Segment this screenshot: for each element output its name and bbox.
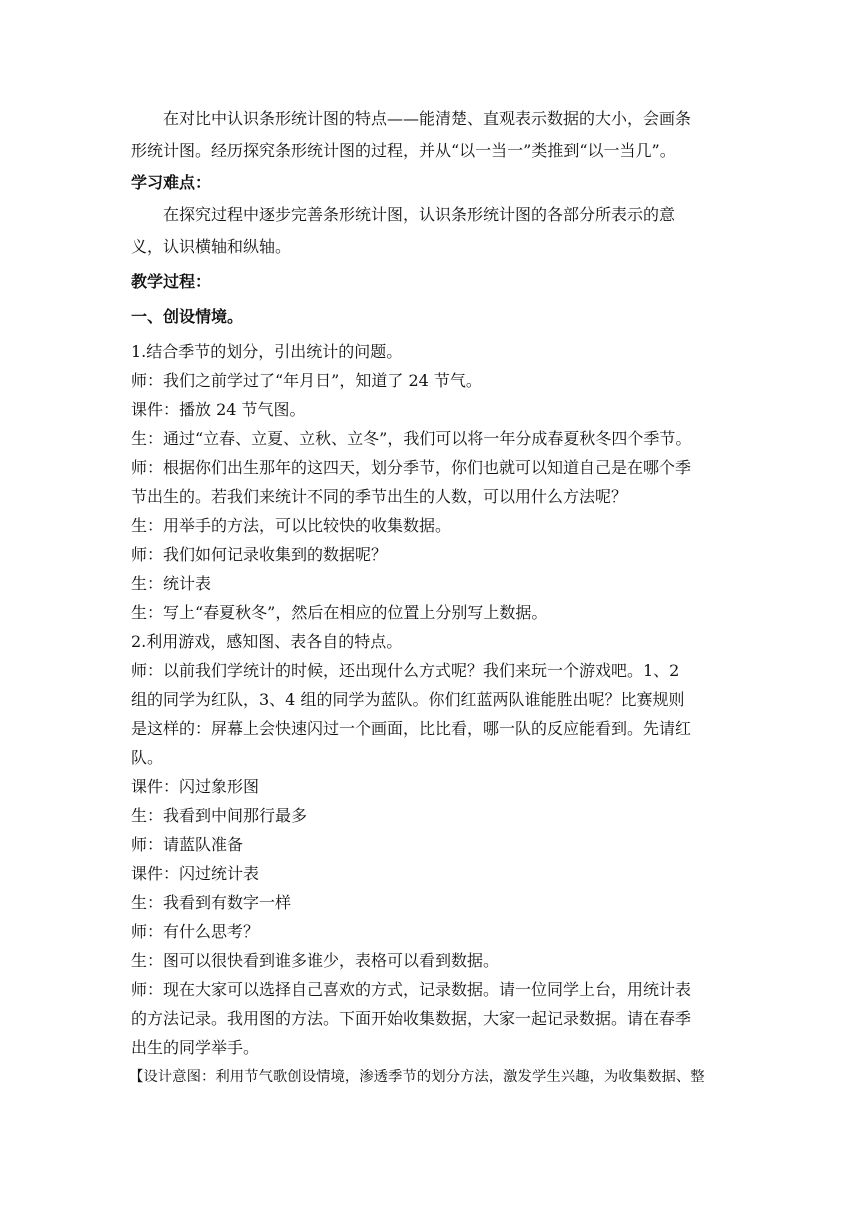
body-line: 节出生的。若我们来统计不同的季节出生的人数，可以用什么方法呢？ <box>131 487 628 506</box>
body-line: 课件：闪过象形图 <box>131 777 260 796</box>
body-line: 生：我看到有数字一样 <box>131 893 292 912</box>
heading-learning-difficulty: 学习难点： <box>131 173 212 192</box>
body-line: 2.利用游戏，感知图、表各自的特点。 <box>131 632 403 651</box>
paragraph-difficulty-line-1: 在探究过程中逐步完善条形统计图，认识条形统计图的各部分所表示的意 <box>163 205 676 224</box>
body-line: 生：写上“春夏秋冬”，然后在相应的位置上分别写上数据。 <box>131 603 548 622</box>
heading-teaching-process: 教学过程： <box>131 272 212 291</box>
body-line: 生：图可以很快看到谁多谁少，表格可以看到数据。 <box>131 951 500 970</box>
body-line: 师：根据你们出生那年的这四天，划分季节，你们也就可以知道自己是在哪个季 <box>131 458 692 477</box>
body-line: 生：通过“立春、立夏、立秋、立冬”，我们可以将一年分成春夏秋冬四个季节。 <box>131 429 692 448</box>
body-line: 师：现在大家可以选择自己喜欢的方式，记录数据。请一位同学上台，用统计表 <box>131 980 692 999</box>
body-line: 1.结合季节的划分，引出统计的问题。 <box>131 342 403 361</box>
body-line: 是这样的：屏幕上会快速闪过一个画面，比比看，哪一队的反应能看到。先请红 <box>131 719 692 738</box>
body-line: 组的同学为红队，3、4 组的同学为蓝队。你们红蓝两队谁能胜出呢？比赛规则 <box>131 690 685 709</box>
paragraph-difficulty-line-2: 义，认识横轴和纵轴。 <box>131 237 292 256</box>
body-line: 生：用举手的方法，可以比较快的收集数据。 <box>131 516 452 535</box>
body-line: 的方法记录。我用图的方法。下面开始收集数据，大家一起记录数据。请在春季 <box>131 1009 692 1028</box>
paragraph-objective-line-2: 形统计图。经历探究条形统计图的过程，并从“以一当一”类推到“以一当几”。 <box>131 141 676 160</box>
body-line: 师：有什么思考？ <box>131 922 260 941</box>
body-line: 生：我看到中间那行最多 <box>131 806 308 825</box>
body-line: 出生的同学举手。 <box>131 1038 260 1057</box>
body-line: 师：我们之前学过了“年月日”，知道了 24 节气。 <box>131 371 482 390</box>
paragraph-objective-line-1: 在对比中认识条形统计图的特点——能清楚、直观表示数据的大小，会画条 <box>163 109 692 128</box>
document-page <box>131 104 741 1090</box>
body-line: 师：我们如何记录收集到的数据呢？ <box>131 545 388 564</box>
body-line: 生：统计表 <box>131 574 212 593</box>
body-line: 师：以前我们学统计的时候，还出现什么方式呢？我们来玩一个游戏吧。1、2 <box>131 661 680 680</box>
body-line: 队。 <box>131 748 164 767</box>
body-line: 师：请蓝队准备 <box>131 835 244 854</box>
design-intent-note: 【设计意图：利用节气歌创设情境，渗透季节的划分方法，激发学生兴趣，为收集数据、整 <box>129 1069 705 1085</box>
body-line: 课件：闪过统计表 <box>131 864 260 883</box>
body-line: 课件：播放 24 节气图。 <box>131 400 306 419</box>
heading-section-1: 一、创设情境。 <box>131 307 244 326</box>
